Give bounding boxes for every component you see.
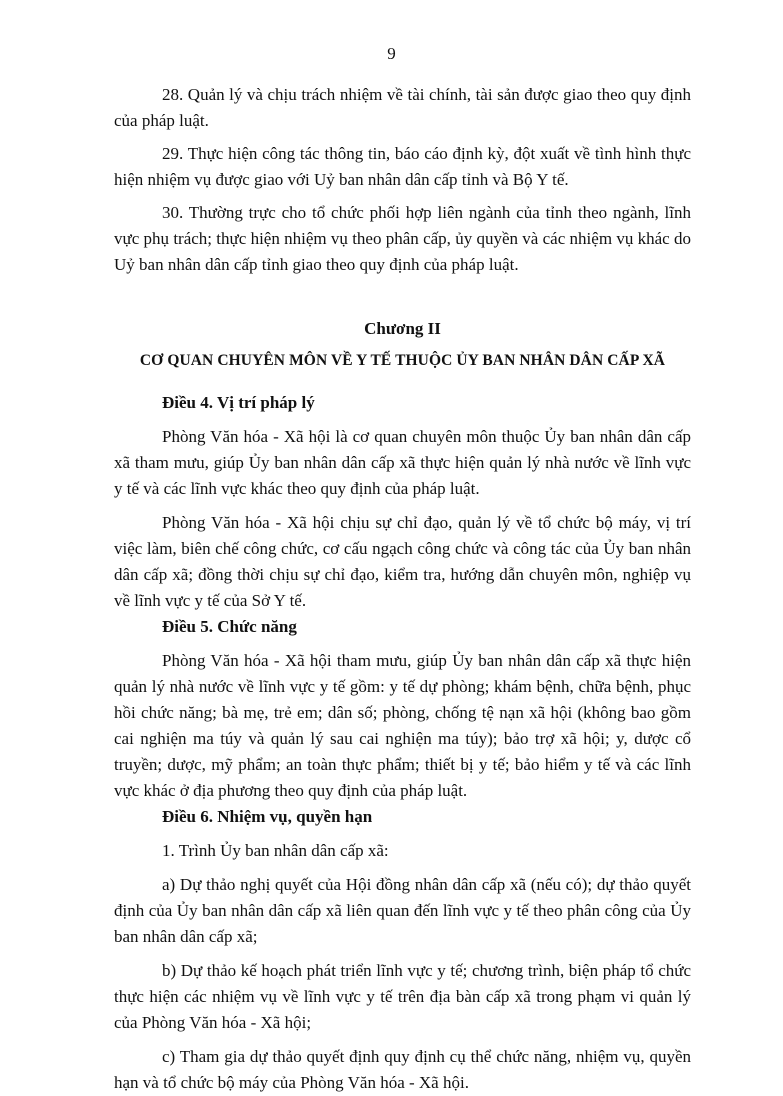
article-4-paragraph: Phòng Văn hóa - Xã hội chịu sự chỉ đạo, quản lý về tổ chức bộ máy, vị trí việc làm, biên chế công chức, cơ cấu ngạch công chức và công tác của Ủy ban nhân dân cấp xã; đồng thời chịu sự chỉ đạo, kiểm tra, hướng dẫn chuyên môn, nghiệp vụ về lĩnh vực y tế của Sở Y tế.	[114, 513, 691, 610]
article-4-paragraph: Phòng Văn hóa - Xã hội là cơ quan chuyên môn thuộc Ủy ban nhân dân cấp xã tham mưu, giúp Ủy ban nhân dân cấp xã thực hiện quản lý nhà nước về lĩnh vực y tế và các lĩnh vực khác theo quy định của pháp luật.	[114, 427, 691, 498]
chapter-label: Chương II	[364, 319, 441, 338]
item-30: 30. Thường trực cho tổ chức phối hợp liên ngành của tỉnh theo ngành, lĩnh vực phụ trách; thực hiện nhiệm vụ theo phân cấp, ủy quyền và các nhiệm vụ khác do Uỷ ban nhân dân cấp tỉnh giao theo quy định của pháp luật.	[114, 203, 691, 274]
article-6-heading: Điều 6. Nhiệm vụ, quyền hạn	[162, 807, 373, 826]
article-6-item-b: b) Dự thảo kế hoạch phát triển lĩnh vực y tế; chương trình, biện pháp tổ chức thực hiện các nhiệm vụ về lĩnh vực y tế trên địa bàn cấp xã trong phạm vi quản lý của Phòng Văn hóa - Xã hội;	[114, 961, 691, 1032]
chapter-title: CƠ QUAN CHUYÊN MÔN VỀ Y TẾ THUỘC ỦY BAN NHÂN DÂN CẤP XÃ	[139, 352, 666, 369]
article-5-heading: Điều 5. Chức năng	[162, 617, 297, 636]
page-number: 9	[387, 44, 396, 63]
item-29: 29. Thực hiện công tác thông tin, báo cáo định kỳ, đột xuất về tình hình thực hiện nhiệm vụ được giao với Uỷ ban nhân dân cấp tỉnh và Bộ Y tế.	[114, 144, 691, 189]
article-6-item-1: 1. Trình Ủy ban nhân dân cấp xã:	[162, 841, 389, 860]
article-6-item-c: c) Tham gia dự thảo quyết định quy định cụ thể chức năng, nhiệm vụ, quyền hạn và tổ chức bộ máy của Phòng Văn hóa - Xã hội.	[114, 1047, 691, 1092]
article-6-item-a: a) Dự thảo nghị quyết của Hội đồng nhân dân cấp xã (nếu có); dự thảo quyết định của Ủy ban nhân dân cấp xã liên quan đến lĩnh vực y tế theo phân công của Ủy ban nhân dân cấp xã;	[114, 875, 691, 946]
document-body	[114, 82, 691, 1096]
article-4-heading: Điều 4. Vị trí pháp lý	[162, 393, 315, 412]
article-5-paragraph: Phòng Văn hóa - Xã hội tham mưu, giúp Ủy ban nhân dân cấp xã thực hiện quản lý nhà nước về lĩnh vực y tế gồm: y tế dự phòng; khám bệnh, chữa bệnh, phục hồi chức năng; bà mẹ, trẻ em; dân số; phòng, chống tệ nạn xã hội (không bao gồm cai nghiện ma túy và quản lý sau cai nghiện ma túy); bảo trợ xã hội; y, dược cổ truyền; dược, mỹ phẩm; an toàn thực phẩm; thiết bị y tế; bảo hiểm y tế và các lĩnh vực khác ở địa phương theo quy định của pháp luật.	[114, 651, 691, 800]
item-28: 28. Quản lý và chịu trách nhiệm về tài chính, tài sản được giao theo quy định của pháp luật.	[114, 85, 691, 130]
